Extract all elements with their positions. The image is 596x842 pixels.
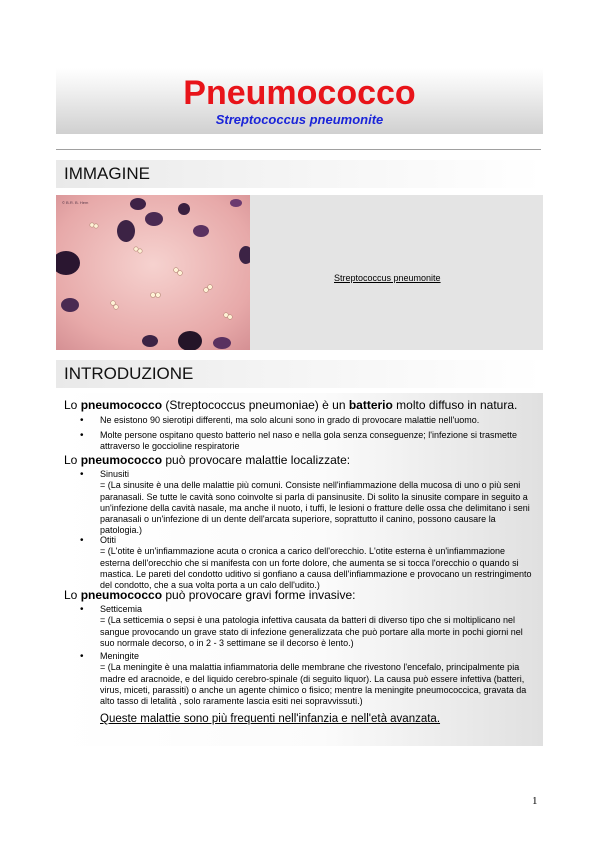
list-item-text: = (La setticemia o sepsi è una patologia infettiva causata da batteri di diverso tipo che si moltiplicano nel sangue provocando un grave stato di infezione generalizzata che può portare alla morte in pochi giorni nel suo normale decorso, o in 2 - 3 settimane se il decorso è lento.) [100, 615, 523, 648]
list-item-title: Sinusiti [100, 469, 130, 479]
divider [56, 149, 541, 150]
list-item-text: = (La meningite è una malattia infiammatoria delle membrane che rivestono l'encefalo, principalmente pia madre ed aracnoide, e del liquido cerebro-spinale (di seguito liquor). La causa può essere infettiva (batteri, virus, miceti, parassiti) o anche un agente chimico o fisico; mentre la meningite pneumococcica, gravata da alto tasso di letalità , solo raramente lascia esiti nei sopravvissuti.) [100, 662, 527, 707]
list-item-title: Meningite [100, 651, 140, 661]
bullet-dot: • [80, 430, 84, 441]
page-subtitle: Streptococcus pneumonite [215, 112, 384, 127]
title-banner [56, 68, 543, 134]
bullet-dot: • [80, 651, 84, 662]
micrograph-image [56, 195, 250, 350]
list-item-title: Setticemia [100, 604, 143, 614]
list-item-otiti [100, 535, 536, 591]
list-item-text: = (L'otite è un'infiammazione acuta o cronica a carico dell'orecchio. L'otite esterna è un'infiammazione esterna dell'orecchio che si manifesta con un forte dolore, che aumenta se si tocca l'orecchio o quando si mastica. Le pareti del condotto uditivo si gonfiano a causa dell'infiammazione e provocano un restringimento del condotto, che a sua volta porta a un calo dell'udito.) [100, 546, 532, 591]
closing-note: Queste malattie sono più frequenti nell'infanzia e nell'età avanzata. [100, 713, 441, 725]
page-title: Pneumococco [183, 74, 416, 112]
image-row [56, 195, 543, 350]
list-item: Molte persone ospitano questo batterio nel naso e nella gola senza conseguenze; l'infezione si trasmette attraverso le goccioline respiratorie [100, 430, 517, 452]
image-watermark: © B.R. B. Hem [62, 200, 89, 205]
section-header-image [56, 160, 543, 188]
page-number: 1 [532, 795, 538, 807]
section-title: IMMAGINE [64, 164, 150, 183]
list-item-sinusiti [100, 469, 536, 537]
list-item-meningite [100, 651, 536, 707]
intro-paragraph-3: Lo pneumococco può provocare gravi forme invasive: [64, 588, 356, 602]
list-item-title: Otiti [100, 535, 117, 545]
image-caption[interactable]: Streptococcus pneumonite [334, 273, 441, 283]
section-title: INTRODUZIONE [64, 364, 194, 383]
bullet-dot: • [80, 415, 84, 426]
list-item-text: = (La sinusite è una delle malattie più comuni. Consiste nell'infiammazione della mucosa di uno o più seni paranasali. Se tutte le cavità sono coinvolte si parla di pansinusite. Di solito la sinusite compare in seguito a un'infezione della cavità nasale, ma anche il nuoto, i tuffi, le lesioni o fratture delle ossa che delimitano i seni paranasali o un'infezione di un dente dell'arcata superiore, soprattutto il canino, possono causare la patologia.) [100, 480, 530, 536]
bullet-dot: • [80, 469, 84, 480]
bullet-dot: • [80, 535, 84, 546]
section-header-intro [56, 360, 543, 388]
list-item-setticemia [100, 604, 536, 649]
bullet-dot: • [80, 604, 84, 615]
intro-paragraph-1: Lo pneumococco (Streptococcus pneumoniae) è un batterio molto diffuso in natura. [64, 398, 518, 412]
intro-paragraph-2: Lo pneumococco può provocare malattie localizzate: [64, 453, 351, 467]
list-item: Ne esistono 90 sierotipi differenti, ma solo alcuni sono in grado di provocare malattie nell'uomo. [100, 415, 480, 425]
